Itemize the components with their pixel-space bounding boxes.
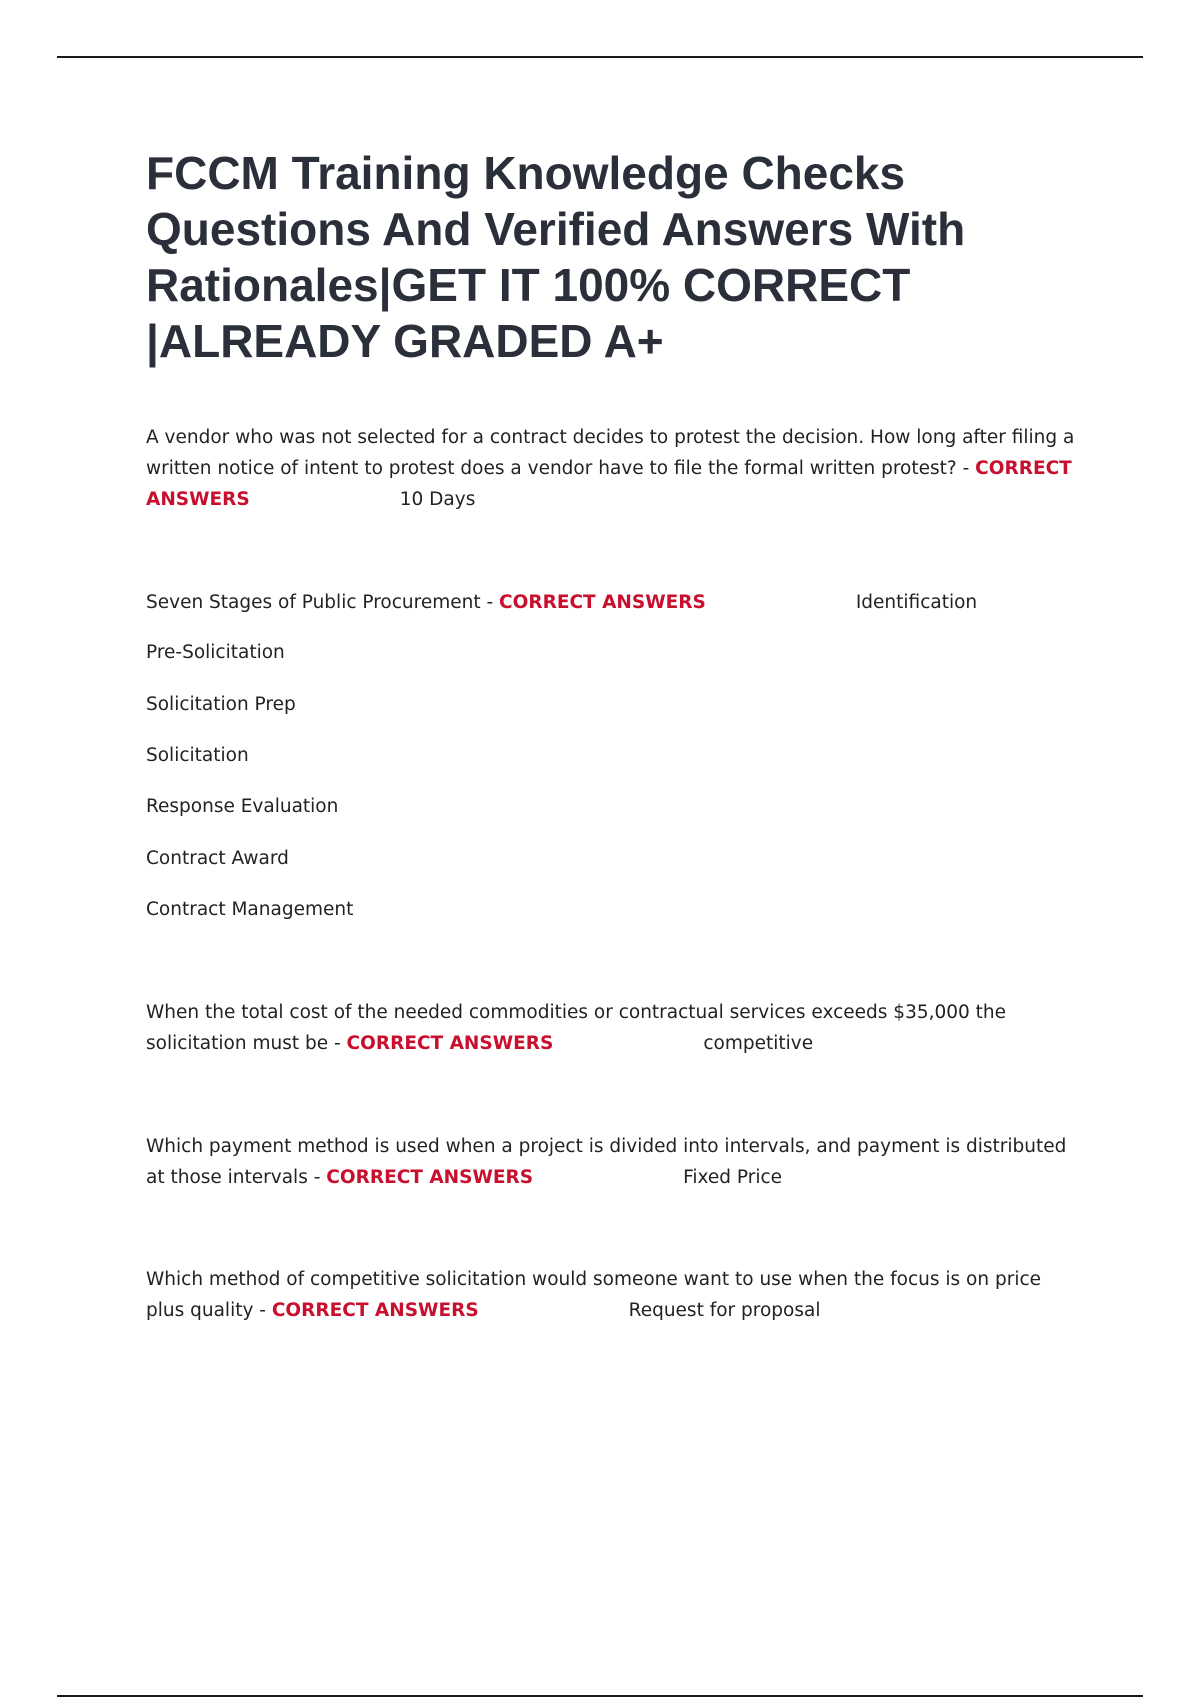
correct-answers-label: CORRECT ANSWERS: [271, 1300, 479, 1321]
question-text: A vendor who was not selected for a contract decides to protest the decision. How long after filing a written notice of intent to protest does a vendor have to file the formal written protest? -: [146, 427, 1075, 479]
list-item: Contract Management: [146, 899, 354, 920]
question-text: Seven Stages of Public Procurement -: [146, 592, 500, 613]
question-5: [146, 1264, 1081, 1326]
bottom-divider: [57, 1695, 1143, 1697]
question-3: [146, 997, 1081, 1059]
answer-text: Identification: [855, 592, 978, 613]
question-text: Which method of competitive solicitation would someone want to use when the focus is on price plus quality -: [146, 1269, 1042, 1321]
answer-text: Request for proposal: [628, 1300, 821, 1321]
document-title: FCCM Training Knowledge Checks Questions And Verified Answers With Rationales|GET IT 100% CORRECT |ALREADY GRADED A+: [146, 147, 966, 367]
question-4: [146, 1131, 1081, 1193]
list-item: Contract Award: [146, 848, 289, 869]
answer-text: Fixed Price: [683, 1167, 783, 1188]
answer-text: 10 Days: [399, 489, 476, 510]
question-2: [146, 587, 1081, 618]
top-divider: [57, 56, 1143, 58]
question-1: [146, 422, 1081, 515]
correct-answers-label: CORRECT ANSWERS: [326, 1167, 534, 1188]
correct-answers-label: CORRECT ANSWERS: [346, 1033, 554, 1054]
correct-answers-label: CORRECT ANSWERS: [499, 592, 706, 613]
answer-text: competitive: [703, 1033, 814, 1054]
list-item: Solicitation Prep: [146, 694, 296, 715]
question-text: When the total cost of the needed commodities or contractual services exceeds $35,000 the solicitation must be -: [146, 1002, 1007, 1054]
list-item: Response Evaluation: [146, 796, 339, 817]
list-item: Pre-Solicitation: [146, 642, 285, 663]
question-text: Which payment method is used when a project is divided into intervals, and payment is distributed at those intervals -: [146, 1136, 1067, 1188]
correct-answers-label: CORRECT ANSWERS: [146, 458, 1072, 510]
list-item: Solicitation: [146, 745, 249, 766]
